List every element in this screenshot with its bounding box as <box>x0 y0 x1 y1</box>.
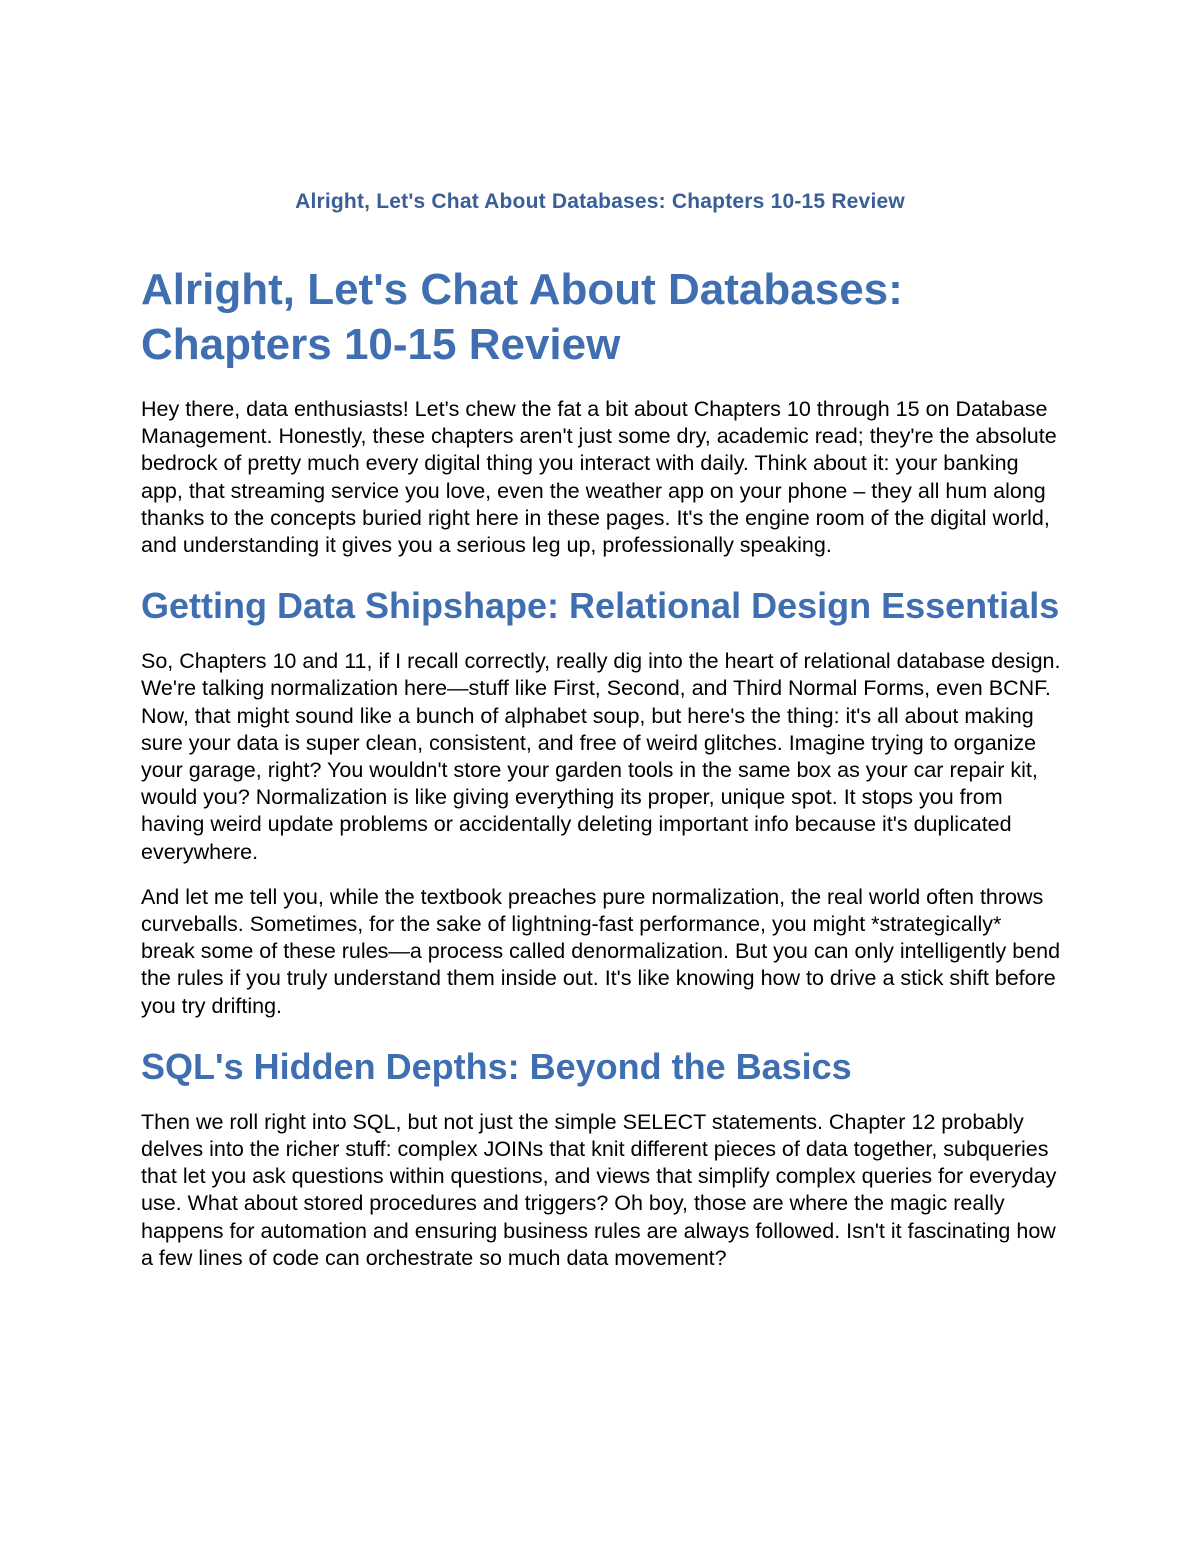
section-paragraph-denormalization: And let me tell you, while the textbook preaches pure normalization, the real world often throws curveballs. Sometimes, for the sake of lightning-fast performance, you might *strategically* break some of these rules—a process called denormalization. But you can only intelligently bend the rules if you truly understand them inside out. It's like knowing how to drive a stick shift before you try drifting. <box>141 884 1061 1018</box>
running-header: Alright, Let's Chat About Databases: Chapters 10-15 Review <box>295 190 905 213</box>
section-paragraph-sql: Then we roll right into SQL, but not just the simple SELECT statements. Chapter 12 probably delves into the richer stuff: complex JOINs that knit different pieces of data together, subqueries that let you ask questions within questions, and views that simplify complex queries for everyday use. What about stored procedures and triggers? Oh boy, those are where the magic really happens for automation and ensuring business rules are always followed. Isn't it fascinating how a few lines of code can orchestrate so much data movement? <box>141 1109 1057 1270</box>
document-body <box>141 262 1061 1290</box>
intro-paragraph: Hey there, data enthusiasts! Let's chew the fat a bit about Chapters 10 through 15 on Database Management. Honestly, these chapters aren't just some dry, academic read; they're the absolute bedrock of pretty much every digital thing you interact with daily. Think about it: your banking app, that streaming service you love, even the weather app on your phone – they all hum along thanks to the concepts buried right here in these pages. It's the engine room of the digital world, and understanding it gives you a serious leg up, professionally speaking. <box>141 397 1057 558</box>
document-title: Alright, Let's Chat About Databases: Chapters 10-15 Review <box>141 265 903 369</box>
section-paragraph-normalization: So, Chapters 10 and 11, if I recall correctly, really dig into the heart of relational database design. We're talking normalization here—stuff like First, Second, and Third Normal Forms, even BCNF. Now, that might sound like a bunch of alphabet soup, but here's the thing: it's all about making sure your data is super clean, consistent, and free of weird glitches. Imagine trying to organize your garage, right? You wouldn't store your garden tools in the same box as your car repair kit, would you? Normalization is like giving everything its proper, unique spot. It stops you from having weird update problems or accidentally deleting important info because it's duplicated everywhere. <box>141 649 1061 864</box>
section-heading-relational-design: Getting Data Shipshape: Relational Design Essentials <box>141 585 1060 627</box>
section-heading-sql-depths: SQL's Hidden Depths: Beyond the Basics <box>141 1045 852 1087</box>
